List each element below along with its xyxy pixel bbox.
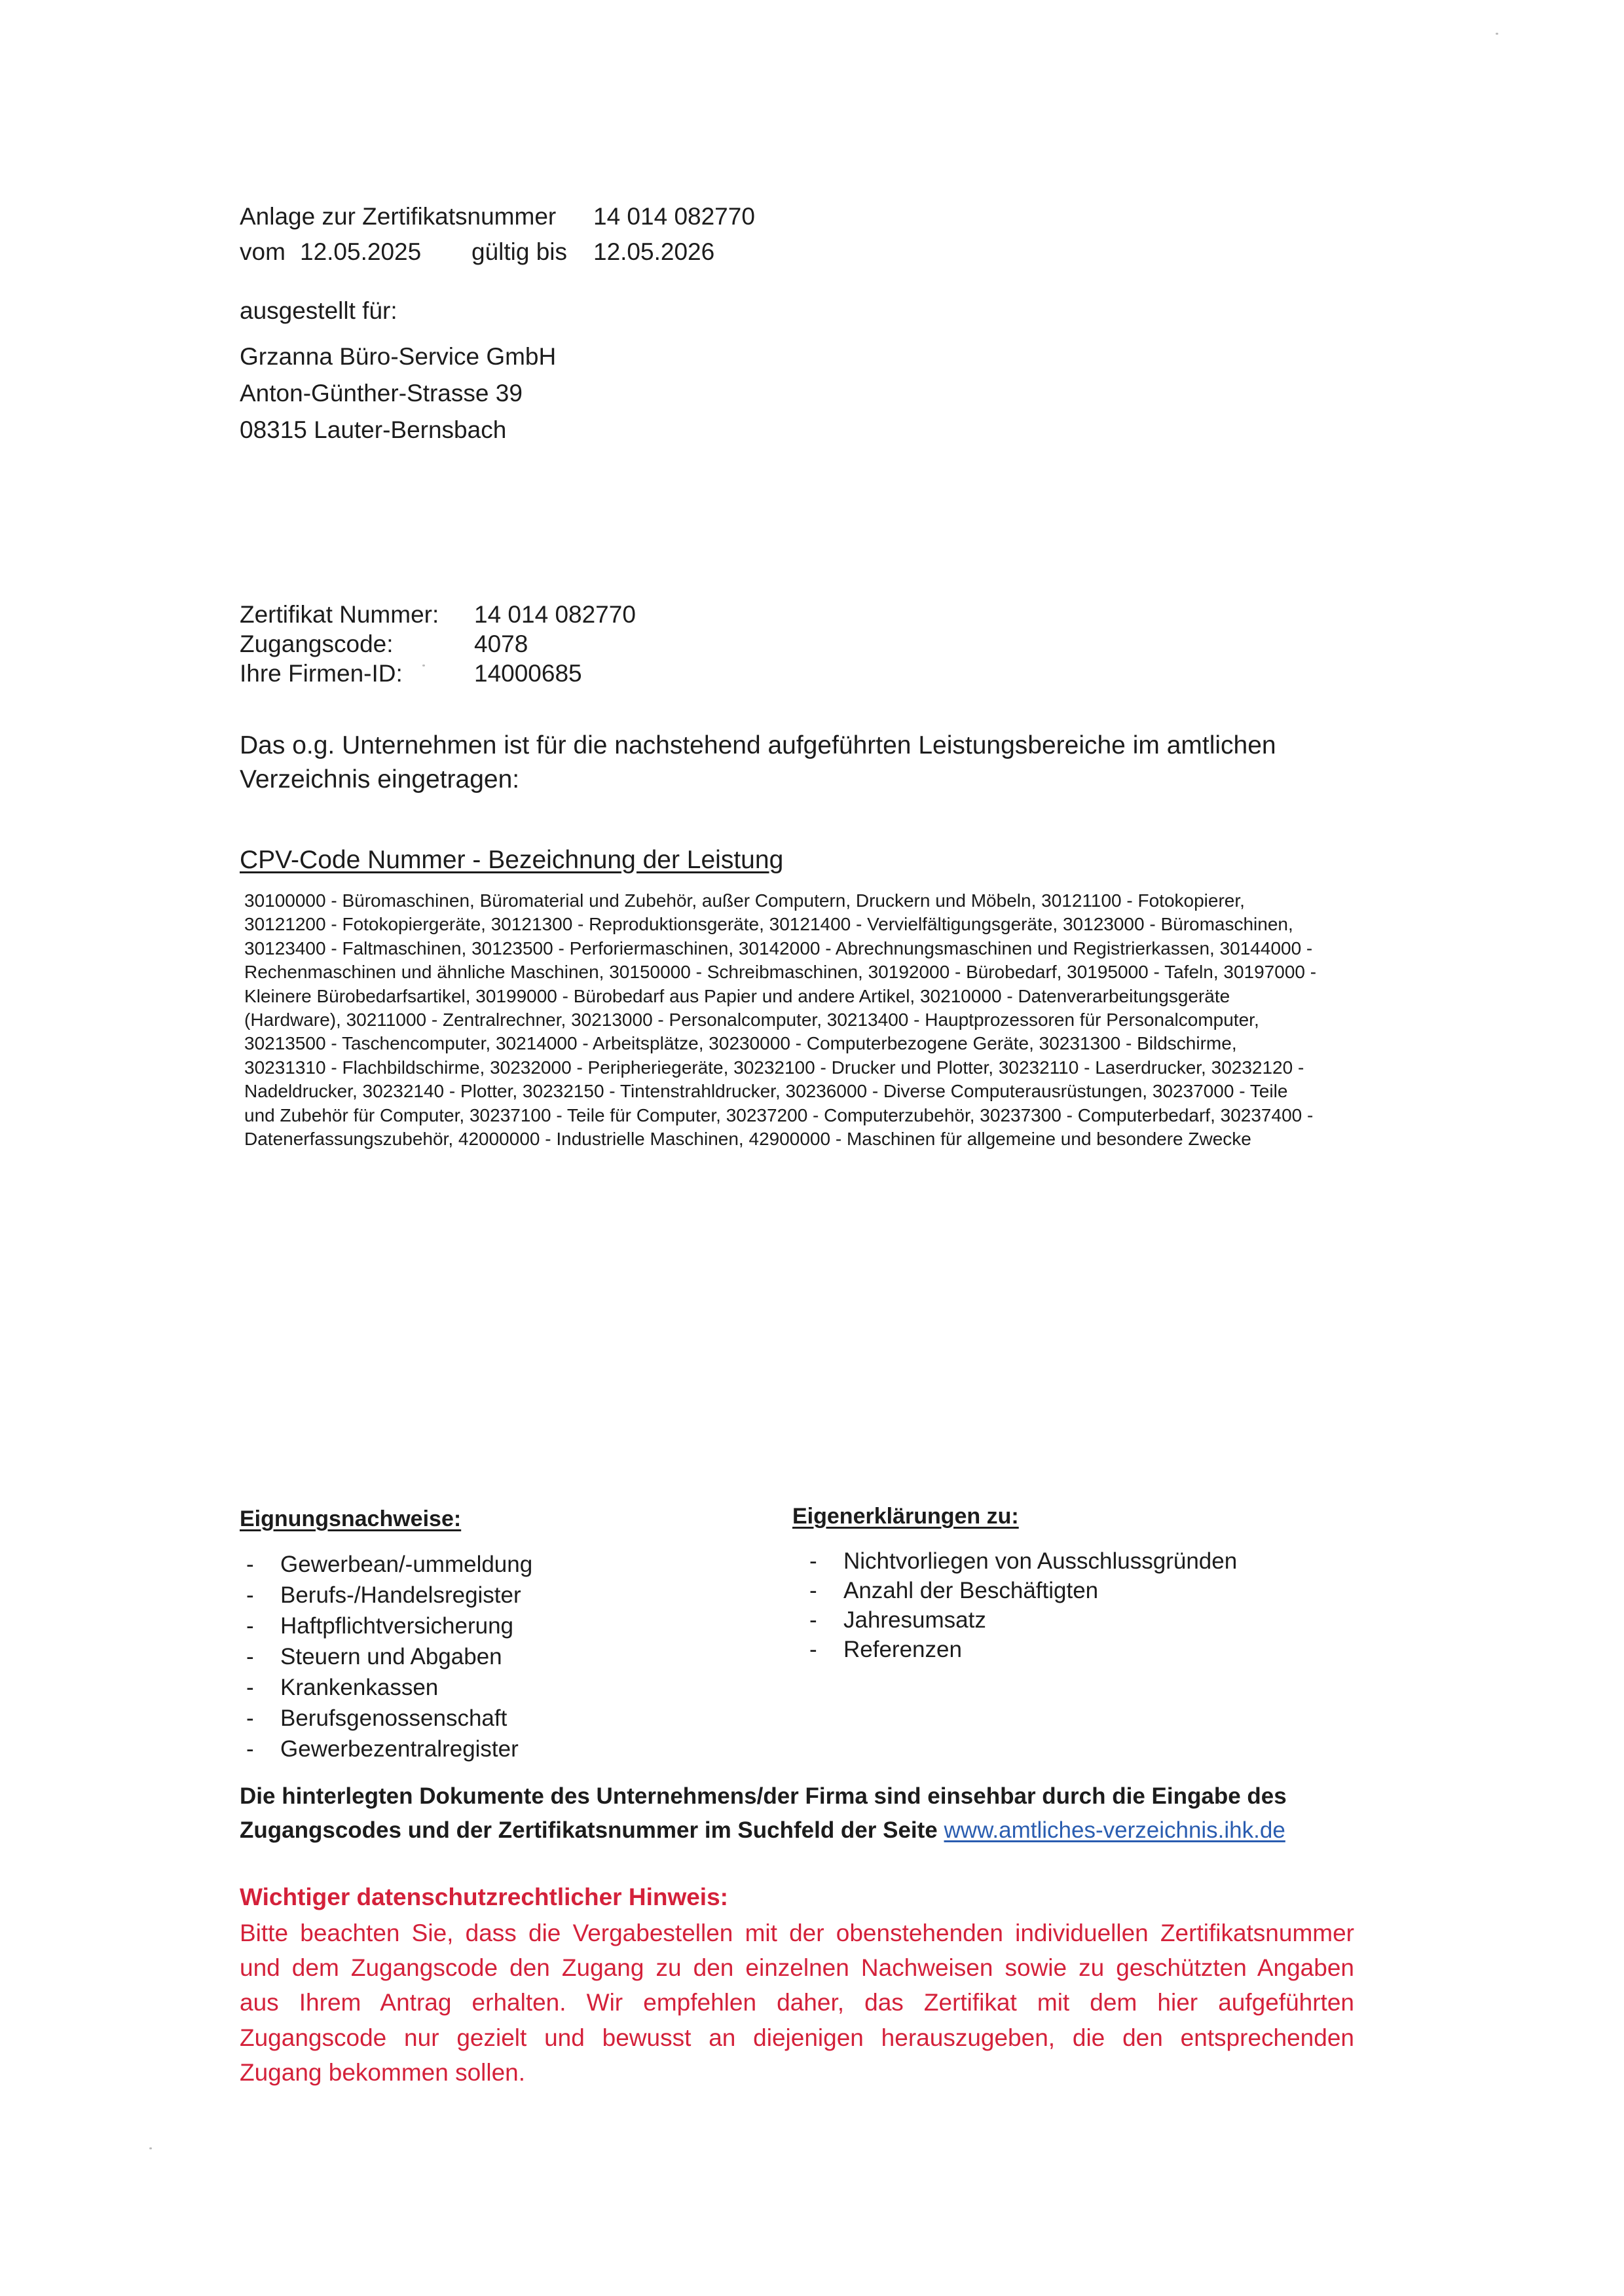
gueltig-value: 12.05.2026	[593, 238, 715, 265]
privacy-line: Bitte beachten Sie, dass die Vergabestellen mit der obenstehenden individuellen Zertifikatsnummer	[240, 1920, 1354, 1946]
dash-bullet: -	[246, 1552, 254, 1577]
eignung-list	[240, 1549, 829, 1764]
scan-speck	[422, 665, 425, 666]
privacy-paragraph	[240, 1916, 1354, 2090]
dash-bullet: -	[809, 1578, 817, 1603]
eigen-heading: Eigenerklärungen zu:	[792, 1504, 1019, 1529]
list-item: - Haftpflichtversicherung	[240, 1611, 829, 1641]
zugangscode-label: Zugangscode:	[240, 630, 394, 657]
cpv-line: 30231310 - Flachbildschirme, 30232000 - Peripheriegeräte, 30232100 - Drucker und Plotter, 30232110 - Laserdrucker, 30232120 -	[244, 1057, 1304, 1078]
recipient-street: Anton-Günther-Strasse 39	[240, 380, 523, 407]
cpv-code-list	[244, 889, 1488, 1151]
list-item: - Anzahl der Beschäftigten	[803, 1576, 1458, 1605]
intro-line-1: Das o.g. Unternehmen ist für die nachstehend aufgeführten Leistungsbereiche im amtlichen	[240, 731, 1276, 759]
list-item: - Gewerbean/-ummeldung	[240, 1549, 829, 1580]
cpv-line: 30123400 - Faltmaschinen, 30123500 - Perforiermaschinen, 30142000 - Abrechnungsmaschinen und Registrierkassen, 30144000 -	[244, 938, 1313, 958]
zertifikat-nummer-label: Zertifikat Nummer:	[240, 601, 439, 628]
vom-label: vom	[240, 238, 286, 265]
dash-bullet: -	[246, 1613, 254, 1639]
documents-note	[240, 1779, 1484, 1848]
list-item: - Gewerbezentralregister	[240, 1734, 829, 1764]
dash-bullet: -	[246, 1675, 254, 1700]
dash-bullet: -	[246, 1705, 254, 1731]
list-item: - Jahresumsatz	[803, 1605, 1458, 1635]
list-item: - Referenzen	[803, 1635, 1458, 1664]
verzeichnis-link[interactable]: www.amtliches-verzeichnis.ihk.de	[944, 1817, 1285, 1843]
documents-note-line-1: Die hinterlegten Dokumente des Unternehmens/der Firma sind einsehbar durch die Eingabe des	[240, 1783, 1287, 1809]
scan-speck	[1496, 33, 1498, 35]
firmen-id-label: Ihre Firmen-ID:	[240, 660, 403, 687]
dash-bullet: -	[809, 1548, 817, 1574]
privacy-line: Zugang bekommen sollen.	[240, 2058, 526, 2086]
cpv-line: Kleinere Bürobedarfsartikel, 30199000 - Bürobedarf aus Papier und andere Artikel, 30210000 - Datenverarbeitungsgeräte	[244, 985, 1230, 1006]
eignung-heading: Eignungsnachweise:	[240, 1506, 462, 1531]
dash-bullet: -	[246, 1736, 254, 1762]
list-item: - Berufs-/Handelsregister	[240, 1580, 829, 1611]
documents-note-line-2: Zugangscodes und der Zertifikatsnummer im Suchfeld der Seite	[240, 1817, 938, 1843]
list-item: - Krankenkassen	[240, 1672, 829, 1703]
cpv-line: Datenerfassungszubehör, 42000000 - Industrielle Maschinen, 42900000 - Maschinen für allgemeine und besondere Zwecke	[244, 1129, 1251, 1150]
anlage-label: Anlage zur Zertifikatsnummer	[240, 203, 557, 230]
vom-value: 12.05.2025	[300, 238, 422, 265]
scan-speck	[149, 2147, 152, 2149]
privacy-line: aus Ihrem Antrag erhalten. Wir empfehlen daher, das Zertifikat mit dem hier aufgeführten	[240, 1989, 1354, 2016]
cpv-line: Nadeldrucker, 30232140 - Plotter, 30232150 - Tintenstrahldrucker, 30236000 - Diverse Computerausrüstungen, 30237000 - Teile	[244, 1081, 1288, 1102]
firmen-id-value: 14000685	[474, 660, 582, 687]
cpv-line: (Hardware), 30211000 - Zentralrechner, 30213000 - Personalcomputer, 30213400 - Hauptprozessoren für Personalcomputer,	[244, 1010, 1259, 1030]
privacy-line: Zugangscode nur gezielt und bewusst an diejenigen herauszugeben, die den entsprechenden	[240, 2024, 1354, 2051]
list-item: - Nichtvorliegen von Ausschlussgründen	[803, 1546, 1458, 1576]
gueltig-label: gültig bis	[471, 238, 568, 265]
list-item: - Steuern und Abgaben	[240, 1641, 829, 1672]
cpv-line: 30100000 - Büromaschinen, Büromaterial und Zubehör, außer Computern, Druckern und Möbeln, 30121100 - Fotokopierer,	[244, 890, 1245, 911]
recipient-intro: ausgestellt für:	[240, 297, 397, 324]
eigen-list	[803, 1546, 1458, 1664]
dash-bullet: -	[809, 1637, 817, 1662]
anlage-value: 14 014 082770	[593, 203, 755, 230]
recipient-city: 08315 Lauter-Bernsbach	[240, 416, 507, 443]
dash-bullet: -	[246, 1582, 254, 1608]
cpv-line: und Zubehör für Computer, 30237100 - Teile für Computer, 30237200 - Computerzubehör, 30237300 - Computerbedarf, 30237400 -	[244, 1104, 1314, 1125]
cpv-heading: CPV-Code Nummer - Bezeichnung der Leistung	[240, 846, 784, 874]
intro-line-2: Verzeichnis eingetragen:	[240, 765, 520, 793]
cpv-line: 30121200 - Fotokopiergeräte, 30121300 - Reproduktionsgeräte, 30121400 - Vervielfältigungsgeräte, 30123000 - Büromaschinen,	[244, 914, 1293, 935]
dash-bullet: -	[809, 1607, 817, 1633]
recipient-company: Grzanna Büro-Service GmbH	[240, 343, 557, 370]
dash-bullet: -	[246, 1644, 254, 1669]
privacy-line: und dem Zugangscode den Zugang zu den einzelnen Nachweisen sowie zu geschützten Angaben	[240, 1954, 1354, 1982]
zugangscode-value: 4078	[474, 630, 528, 657]
cpv-line: 30213500 - Taschencomputer, 30214000 - Arbeitsplätze, 30230000 - Computerbezogene Geräte, 30231300 - Bildschirme,	[244, 1033, 1237, 1054]
privacy-heading: Wichtiger datenschutzrechtlicher Hinweis:	[240, 1884, 728, 1910]
zertifikat-nummer-value: 14 014 082770	[474, 601, 636, 628]
list-item: - Berufsgenossenschaft	[240, 1703, 829, 1734]
intro-paragraph	[240, 729, 1484, 797]
cpv-line: Rechenmaschinen und ähnliche Maschinen, 30150000 - Schreibmaschinen, 30192000 - Bürobedarf, 30195000 - Tafeln, 30197000 -	[244, 962, 1317, 983]
